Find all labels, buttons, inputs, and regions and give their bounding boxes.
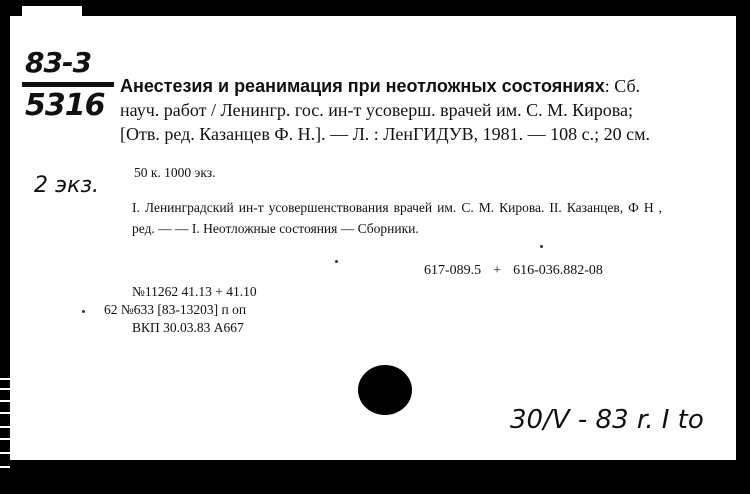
shelf-mark-line2: 5316 [25, 88, 105, 123]
price-and-copies: 50 к. 1000 экз. [134, 165, 216, 180]
udc-index [424, 263, 603, 279]
card-corner [22, 6, 82, 20]
print-dot [82, 310, 85, 313]
registration-line1: №11262 41.13 + 41.10 [132, 284, 257, 299]
book-title: Анестезия и реанимация при неотложных состояниях [120, 76, 605, 96]
bibliographic-description [120, 74, 666, 146]
udc-plus: + [493, 263, 502, 278]
scan-edge-marks [0, 378, 12, 478]
publication-details: : Сб. науч. работ / Ленингр. гос. ин-т усоверш. врачей им. С. М. Кирова; [Отв. ред. Казанцев Ф. Н.]. — Л. : ЛенГИДУВ, 1981. — 108 с.; 20 см. [120, 76, 651, 144]
print-dot [540, 245, 543, 248]
subject-notes: I. Ленинградский ин-т усовершенствования врачей им. С. М. Кирова. II. Казанцев, Ф Н , ред. — — I. Неотложные состояния — Сборники. [132, 200, 662, 236]
card-punch-hole [358, 365, 412, 415]
udc-left: 617-089.5 [424, 263, 482, 278]
udc-right: 616-036.882-08 [513, 263, 603, 278]
handwritten-date: 30/V - 83 r. I to [510, 405, 704, 435]
registration-line3: ВКП 30.03.83 А667 [132, 320, 244, 335]
shelf-mark-line1: 83-3 [25, 46, 92, 79]
handwritten-copies-note: 2 экз. [34, 173, 100, 198]
registration-line2: 62 №633 [83-13203] п оп [104, 302, 247, 317]
print-dot [335, 260, 338, 263]
shelf-mark-divider [22, 82, 114, 87]
scan-top-border [0, 0, 750, 16]
